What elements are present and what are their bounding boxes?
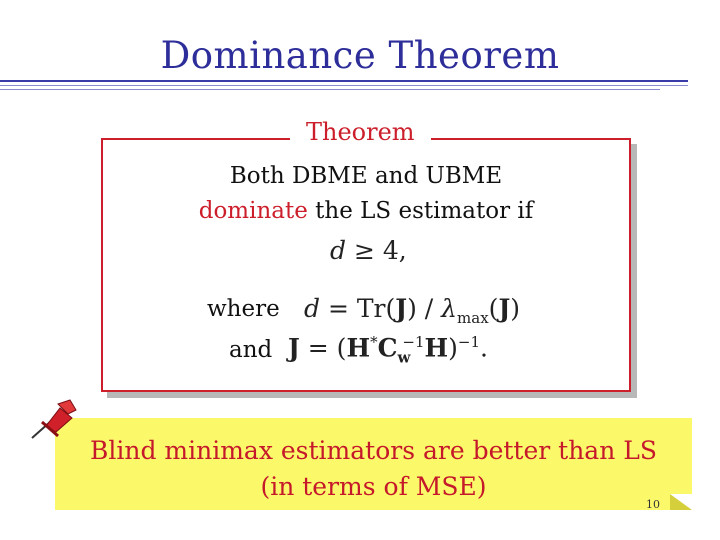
slide-title: Dominance Theorem (160, 34, 560, 77)
note-line-1: Blind minimax estimators are better than LS (90, 436, 657, 465)
title-rule (0, 80, 688, 82)
note-line-2: (in terms of MSE) (260, 472, 487, 501)
title-rule-thin-2 (0, 89, 660, 90)
theorem-line-2 (101, 198, 631, 224)
dominate-word: dominate (198, 198, 308, 224)
and-label: and (229, 337, 273, 363)
title-rule-thin (0, 85, 688, 86)
page-number: 10 (646, 498, 660, 511)
where-formula: $d = Tr(J) / \lambda_{max}(J)$ (304, 294, 521, 327)
pushpin-icon (28, 396, 80, 446)
where-label: where (207, 296, 280, 322)
condition-formula: d ≥ 4, (330, 236, 407, 265)
and-formula: $J = (H^*C_w^{-1}H)^{-1}$. (288, 333, 488, 367)
theorem-line-1: Both DBME and UBME (229, 163, 503, 189)
theorem-line-2-rest: the LS estimator if (307, 198, 534, 224)
theorem-label: Theorem (290, 118, 431, 146)
